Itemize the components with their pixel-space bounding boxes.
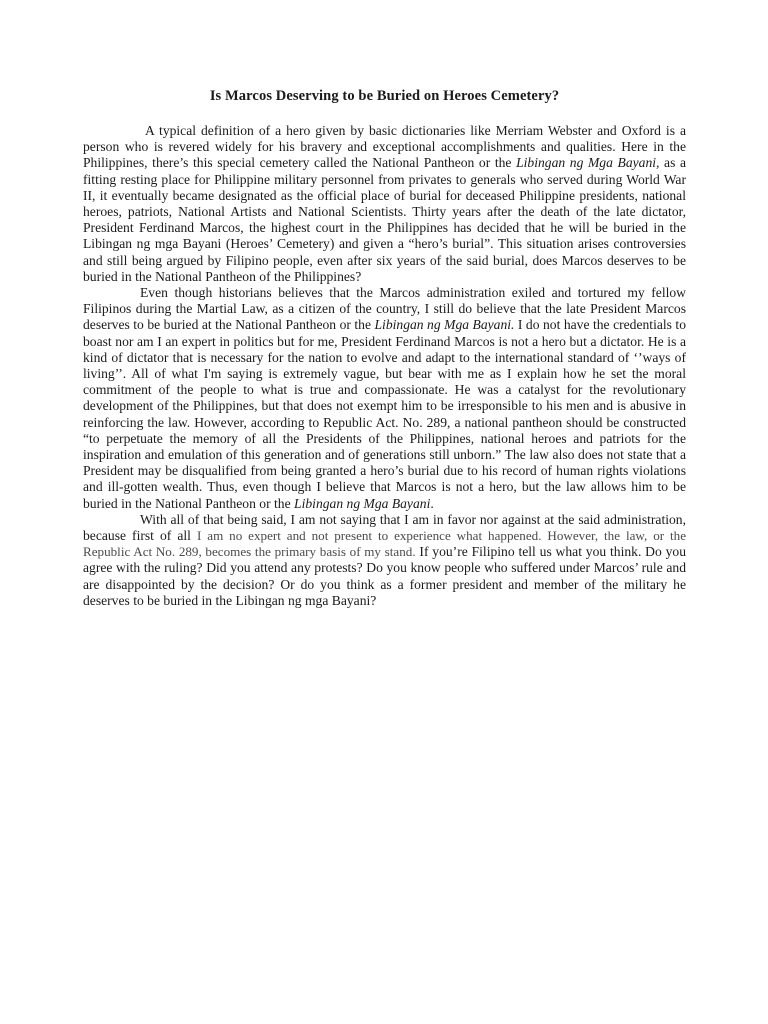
- paragraph-3-text-c: If you’re Filipino tell us what you think. Do you agree with the ruling? Did you attend any protests? Do you know people who suffered under Marcos’ rule and are disappointed by the decision? Or do you think as a former president and member of the military he deserves to be buried in the Libingan ng mga Bayani?: [83, 544, 686, 608]
- paragraph-2-text-e: .: [430, 495, 434, 511]
- paragraph-1: [83, 123, 686, 285]
- paragraph-2-italic-1: Libingan ng Mga Bayani.: [374, 317, 515, 333]
- paragraph-3-text-a: With all of that being said, I am not saying that I am in favor nor against at the said administration, because first of all: [83, 511, 686, 544]
- paragraph-1-text-a: A typical definition of a hero given by basic dictionaries like Merriam Webster and Oxford is a person who is revered widely for his bravery and exceptional accomplishments and qualities. Here in the Philippines, there’s this special cemetery called the National Pantheon or the: [83, 123, 686, 171]
- paragraph-2-text-a: Even though historians believes that the Marcos administration exiled and tortured my fellow Filipinos during the Martial Law, as a citizen of the country, I still do believe that the late President Marcos deserves to be buried at the National Pantheon or the: [83, 285, 686, 333]
- document-title: Is Marcos Deserving to be Buried on Heroes Cemetery?: [209, 88, 560, 104]
- paragraph-1-italic: Libingan ng Mga Bayani,: [516, 155, 660, 171]
- paragraph-2: [83, 285, 686, 512]
- paragraph-3: [83, 512, 686, 609]
- paragraph-2-italic-2: Libingan ng Mga Bayani: [294, 495, 431, 511]
- paragraph-2-text-c: I do not have the credentials to boast nor am I an expert in politics but for me, President Ferdinand Marcos is not a hero but a dictator. He is a kind of dictator that is necessary for the nation to evolve and adapt to the international standard of ‘’ways of living’’. All of what I'm saying is extremely vague, but bear with me as I explain how he set the moral commitment of the people to what is true and compassionate. He was a catalyst for the revolutionary development of the Philippines, but that does not exempt him to be irresponsible to his men and is abusive in reinforcing the law. However, according to Republic Act. No. 289, a national pantheon should be constructed “to perpetuate the memory of all the Presidents of the Philippines, national heroes and patriots for the inspiration and emulation of this generation and of generations still unborn.” The law also does not state that a President may be disqualified from being granted a hero’s burial due to his record of human rights violations and ill-gotten wealth. Thus, even though I believe that Marcos is not a hero, but the law allows him to be buried in the National Pantheon or the: [83, 317, 686, 511]
- paragraph-1-text-c: as a fitting resting place for Philippine military personnel from privates to generals who served during World War II, it eventually became designated as the official place of burial for deceased Philippine presidents, national heroes, patriots, National Artists and National Scientists. Thirty years after the death of the late dictator, President Ferdinand Marcos, the highest court in the Philippines has decided that he will be buried in the Libingan ng mga Bayani (Heroes’ Cemetery) and given a “hero’s burial”. This situation arises controversies and still being argued by Filipino people, even after six years of the said burial, does Marcos deserves to be buried in the National Pantheon of the Philippines?: [83, 155, 686, 284]
- paragraph-3-grey-text: I am no expert and not present to experience what happened. However, the law, or the Republic Act No. 289, becomes the primary basis of my stand.: [83, 528, 687, 560]
